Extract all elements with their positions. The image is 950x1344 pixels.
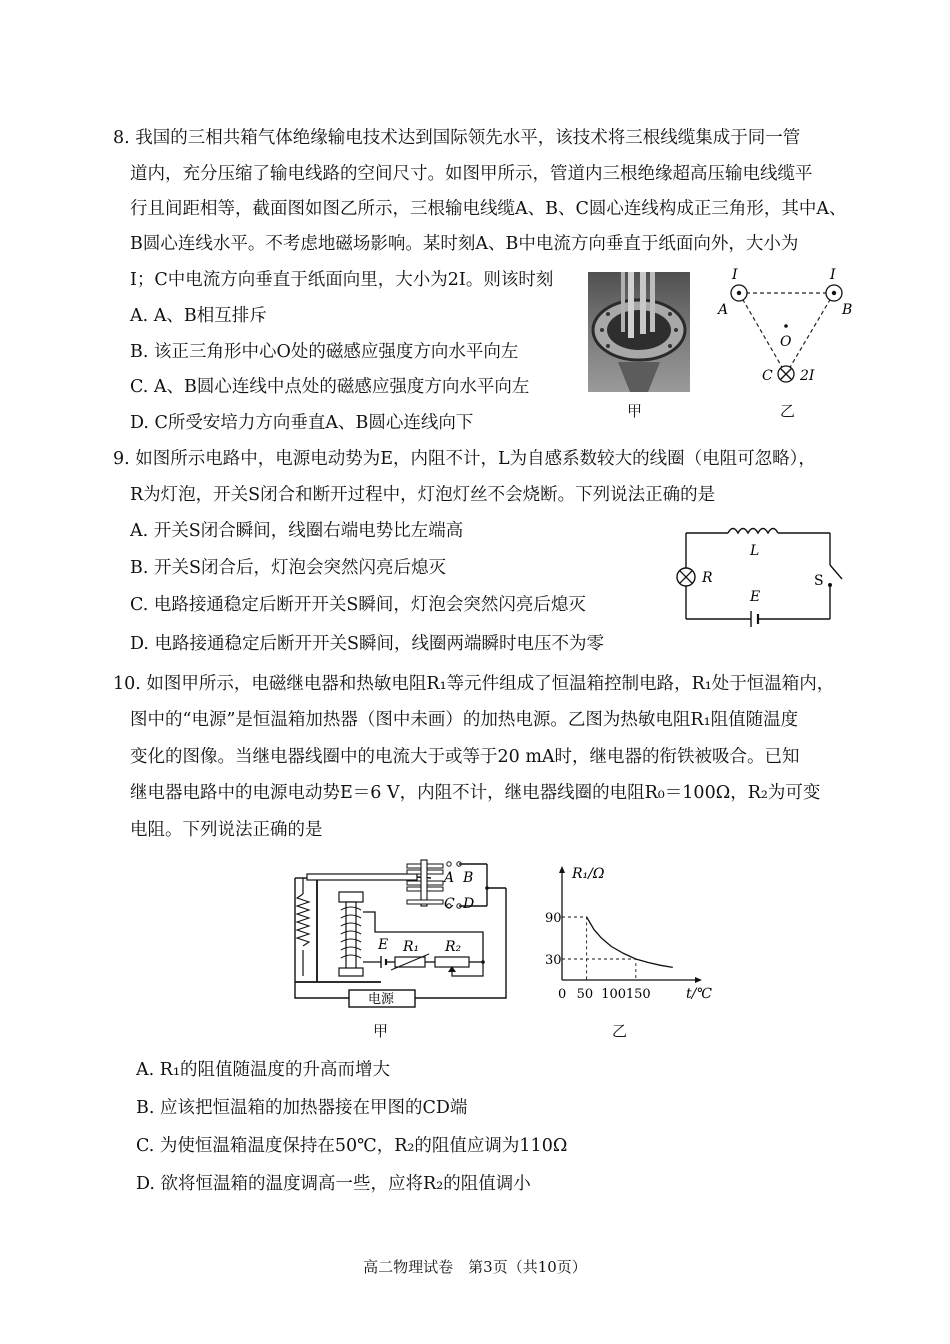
q8-fig-a-caption: 甲 xyxy=(627,402,643,420)
chart-y-tick-label: 90 xyxy=(545,911,562,926)
chart-x-axis-label: t/℃ xyxy=(686,986,713,1002)
q10-fig-a-caption: 甲 xyxy=(373,1022,389,1040)
q10-r1-temperature-chart xyxy=(542,862,713,1010)
q10-label-r1: R₁ xyxy=(403,939,420,955)
q10-label-d: D xyxy=(463,896,475,912)
q10-line-4: 继电器电路中的电源电动势E＝6 V，内阻不计，继电器线圈的电阻R₀＝100Ω，R₂为可变 xyxy=(130,783,821,803)
q8-label-current-c: 2I xyxy=(800,368,815,384)
q10-label-e: E xyxy=(378,937,389,953)
chart-y-axis-arrow xyxy=(559,866,565,873)
q9-option-a: A. 开关S闭合瞬间，线圈右端电势比左端高 xyxy=(130,521,464,541)
q10-option-a: A. R₁的阻值随温度的升高而增大 xyxy=(136,1060,390,1080)
q10-label-c: C xyxy=(444,896,455,912)
q8-line-4: B圆心连线水平。不考虑地磁场影响。某时刻A、B中电流方向垂直于纸面向外，大小为 xyxy=(130,234,799,254)
q9-circuit-diagram xyxy=(664,513,854,633)
chart-y-tick-label: 30 xyxy=(545,953,562,968)
chart-guide-line-0 xyxy=(562,917,587,980)
q9-label-r: R xyxy=(702,570,713,586)
chart-y-axis-label: R₁/Ω xyxy=(572,866,605,882)
chart-guide-line-1 xyxy=(562,959,636,980)
q8-label-current-a: I xyxy=(732,267,738,283)
q10-relay-circuit xyxy=(283,858,515,1018)
q9-line-2: R为灯泡，开关S闭合和断开过程中，灯泡灯丝不会烧断。下列说法正确的是 xyxy=(130,485,716,505)
q9-label-l: L xyxy=(750,543,760,559)
page-footer: 高二物理试卷 第3页（共10页） xyxy=(363,1258,587,1276)
q8-photo-pipeline xyxy=(588,272,690,392)
q8-label-a: A xyxy=(718,302,729,318)
q10-line-5: 电阻。下列说法正确的是 xyxy=(130,820,323,840)
chart-x-tick-label: 150 xyxy=(625,987,651,1002)
q8-option-d: D. C所受安培力方向垂直A、B圆心连线向下 xyxy=(130,413,474,433)
q10-option-d: D. 欲将恒温箱的温度调高一些，应将R₂的阻值调小 xyxy=(136,1174,531,1194)
q10-line-3: 变化的图像。当继电器线圈中的电流大于或等于20 mA时，继电器的衔铁被吸合。已知 xyxy=(130,747,800,767)
q8-line-3: 行且间距相等，截面图如图乙所示，三根输电线缆A、B、C圆心连线构成正三角形，其中A、 xyxy=(130,199,847,219)
q8-label-current-b: I xyxy=(830,267,836,283)
chart-origin-label: 0 xyxy=(558,987,567,1002)
q10-option-c: C. 为使恒温箱温度保持在50℃，R₂的阻值应调为110Ω xyxy=(136,1136,568,1156)
q10-line-1: 10. 如图甲所示，电磁继电器和热敏电阻R₁等元件组成了恒温箱控制电路，R₁处于恒温箱内， xyxy=(113,674,835,694)
q10-label-a: A xyxy=(444,870,455,886)
q8-option-a: A. A、B相互排斥 xyxy=(130,306,267,326)
q10-label-b: B xyxy=(463,870,474,886)
chart-x-tick-label: 50 xyxy=(576,987,594,1002)
q10-label-power: 电源 xyxy=(368,992,395,1007)
q8-fig-b-caption: 乙 xyxy=(780,402,796,420)
q8-option-b: B. 该正三角形中心O处的磁感应强度方向水平向左 xyxy=(130,342,519,362)
q10-fig-b-caption: 乙 xyxy=(612,1022,628,1040)
chart-x-tick-label: 100 xyxy=(601,987,627,1002)
q8-label-b: B xyxy=(842,302,853,318)
chart-series-line xyxy=(587,917,673,967)
q8-option-c: C. A、B圆心连线中点处的磁感应强度方向水平向左 xyxy=(130,377,530,397)
q9-label-e: E xyxy=(750,589,761,605)
q8-triangle-diagram xyxy=(712,262,862,392)
q10-label-r2: R₂ xyxy=(445,939,462,955)
q8-line-2: 道内，充分压缩了输电线路的空间尺寸。如图甲所示，管道内三根绝缘超高压输电线缆平 xyxy=(130,164,813,184)
q10-line-2: 图中的“电源”是恒温箱加热器（图中未画）的加热电源。乙图为热敏电阻R₁阻值随温度 xyxy=(130,710,799,730)
q9-label-s: S xyxy=(814,573,824,589)
q9-option-b: B. 开关S闭合后，灯泡会突然闪亮后熄灭 xyxy=(130,558,446,578)
q8-line-1: 8. 我国的三相共箱气体绝缘输电技术达到国际领先水平，该技术将三根线缆集成于同一管 xyxy=(113,128,801,148)
q10-option-b: B. 应该把恒温箱的加热器接在甲图的CD端 xyxy=(136,1098,468,1118)
q9-option-c: C. 电路接通稳定后断开开关S瞬间，灯泡会突然闪亮后熄灭 xyxy=(130,595,586,615)
chart-x-axis-arrow xyxy=(695,977,702,983)
q8-line-5: I；C中电流方向垂直于纸面向里，大小为2I。则该时刻 xyxy=(130,270,554,290)
q8-label-o: O xyxy=(780,334,792,350)
q9-line-1: 9. 如图所示电路中，电源电动势为E，内阻不计，L为自感系数较大的线圈（电阻可忽略）， xyxy=(113,449,816,469)
q8-label-c: C xyxy=(762,368,773,384)
q9-option-d: D. 电路接通稳定后断开开关S瞬间，线圈两端瞬时电压不为零 xyxy=(130,634,605,654)
